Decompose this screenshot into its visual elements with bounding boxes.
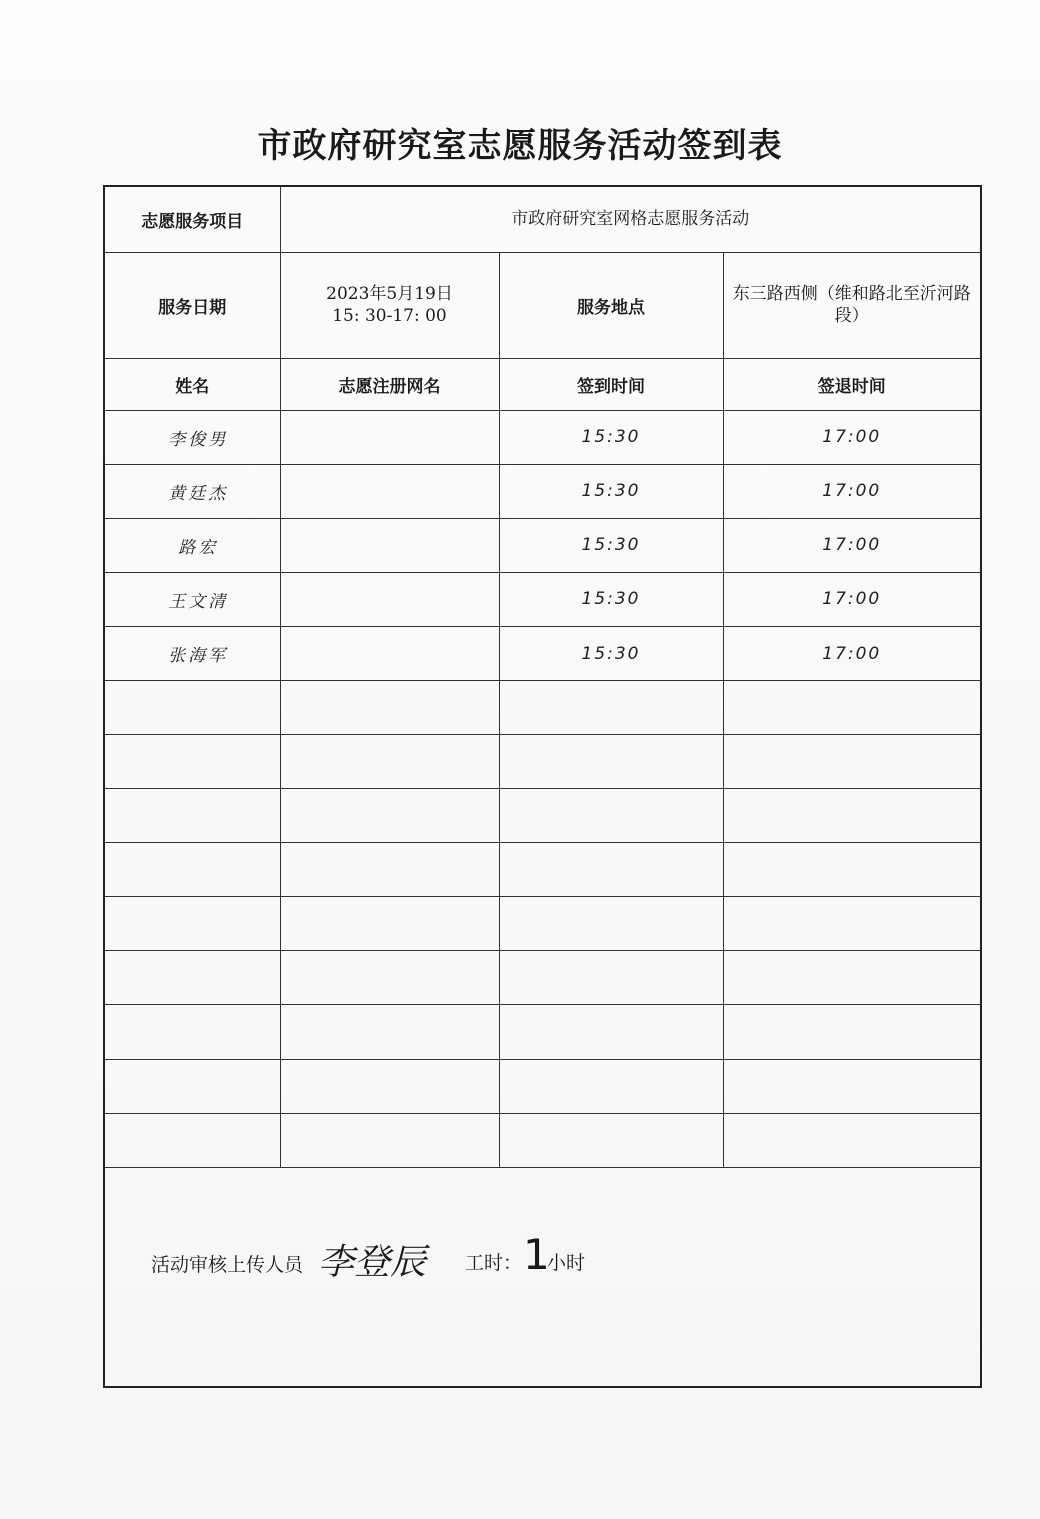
- row-checkin-cell: [499, 951, 723, 1005]
- row-checkout-cell: [723, 735, 981, 789]
- row-alias-cell: [280, 410, 499, 464]
- row-alias-cell: [280, 951, 499, 1005]
- date-line-2: 15: 30-17: 00: [332, 306, 447, 327]
- footer-cell: [104, 1167, 981, 1387]
- row-checkin-cell: 15:30: [499, 572, 723, 626]
- row-alias-cell: [280, 789, 499, 843]
- date-line-1: 2023年5月19日: [326, 284, 453, 305]
- row-name-cell: [104, 1113, 280, 1167]
- row-checkin-cell: [499, 681, 723, 735]
- reviewer-signature: 李登辰: [318, 1241, 427, 1283]
- row-checkin-cell: [499, 1005, 723, 1059]
- hours-value: 1: [523, 1229, 550, 1279]
- row-alias-cell: [280, 897, 499, 951]
- row-checkout-cell: [723, 1113, 981, 1167]
- reviewer-label: 活动审核上传人员: [151, 1253, 304, 1276]
- row-alias-cell: [280, 843, 499, 897]
- service-row: [104, 252, 981, 358]
- row-checkout-cell: [723, 789, 981, 843]
- table-row: [104, 1005, 981, 1059]
- row-checkout-cell: 17:00: [723, 572, 981, 626]
- row-name-cell: 路宏: [104, 518, 280, 572]
- row-checkin-cell: [499, 843, 723, 897]
- row-name-cell: [104, 951, 280, 1005]
- table-row: [104, 789, 981, 843]
- row-checkout-cell: [723, 951, 981, 1005]
- row-checkin-cell: 15:30: [499, 627, 723, 681]
- row-checkout-cell: [723, 681, 981, 735]
- table-row: [104, 410, 981, 464]
- table-row: [104, 518, 981, 572]
- sign-in-table: [103, 185, 982, 1388]
- hours-label: 工时：: [465, 1251, 523, 1274]
- project-row: [104, 186, 981, 252]
- row-name-cell: 王文清: [104, 572, 280, 626]
- page-title: 市政府研究室志愿服务活动签到表: [257, 126, 783, 166]
- row-name-cell: [104, 897, 280, 951]
- row-checkin-cell: 15:30: [499, 518, 723, 572]
- col-header-checkout: 签退时间: [723, 358, 981, 410]
- row-checkin-cell: [499, 897, 723, 951]
- footer-row: [104, 1167, 981, 1387]
- row-alias-cell: [280, 518, 499, 572]
- row-alias-cell: [280, 1113, 499, 1167]
- row-name-cell: 张海军: [104, 627, 280, 681]
- row-name-cell: 黄廷杰: [104, 464, 280, 518]
- hours-unit: 小时: [547, 1251, 586, 1274]
- row-checkout-cell: 17:00: [723, 410, 981, 464]
- table-row: [104, 1113, 981, 1167]
- place-label: 服务地点: [499, 252, 723, 358]
- table-row: [104, 951, 981, 1005]
- row-alias-cell: [280, 1005, 499, 1059]
- table-row: [104, 681, 981, 735]
- row-checkin-cell: [499, 735, 723, 789]
- place-value: 东三路西侧（维和路北至沂河路段）: [723, 252, 981, 358]
- table-row: [104, 627, 981, 681]
- row-alias-cell: [280, 572, 499, 626]
- row-name-cell: [104, 1005, 280, 1059]
- row-checkout-cell: [723, 1005, 981, 1059]
- row-alias-cell: [280, 735, 499, 789]
- col-header-checkin: 签到时间: [499, 358, 723, 410]
- row-checkout-cell: [723, 843, 981, 897]
- row-name-cell: [104, 681, 280, 735]
- col-header-name: 姓名: [104, 358, 280, 410]
- row-name-cell: 李俊男: [104, 410, 280, 464]
- row-name-cell: [104, 789, 280, 843]
- row-alias-cell: [280, 627, 499, 681]
- row-checkout-cell: [723, 897, 981, 951]
- table-row: [104, 464, 981, 518]
- project-label: 志愿服务项目: [104, 186, 280, 252]
- row-checkin-cell: [499, 1059, 723, 1113]
- row-checkin-cell: 15:30: [499, 464, 723, 518]
- row-alias-cell: [280, 464, 499, 518]
- table-row: [104, 735, 981, 789]
- row-name-cell: [104, 843, 280, 897]
- date-value: [280, 252, 499, 358]
- row-checkout-cell: 17:00: [723, 464, 981, 518]
- row-name-cell: [104, 735, 280, 789]
- project-value: 市政府研究室网格志愿服务活动: [280, 186, 981, 252]
- table-row: [104, 1059, 981, 1113]
- table-row: [104, 843, 981, 897]
- row-alias-cell: [280, 1059, 499, 1113]
- row-name-cell: [104, 1059, 280, 1113]
- row-checkin-cell: 15:30: [499, 410, 723, 464]
- row-checkout-cell: 17:00: [723, 627, 981, 681]
- row-checkout-cell: [723, 1059, 981, 1113]
- col-header-alias: 志愿注册网名: [280, 358, 499, 410]
- table-body: [104, 410, 981, 1167]
- row-checkin-cell: [499, 1113, 723, 1167]
- table-row: [104, 572, 981, 626]
- row-checkout-cell: 17:00: [723, 518, 981, 572]
- row-checkin-cell: [499, 789, 723, 843]
- row-alias-cell: [280, 681, 499, 735]
- column-header-row: [104, 358, 981, 410]
- table-row: [104, 897, 981, 951]
- date-label: 服务日期: [104, 252, 280, 358]
